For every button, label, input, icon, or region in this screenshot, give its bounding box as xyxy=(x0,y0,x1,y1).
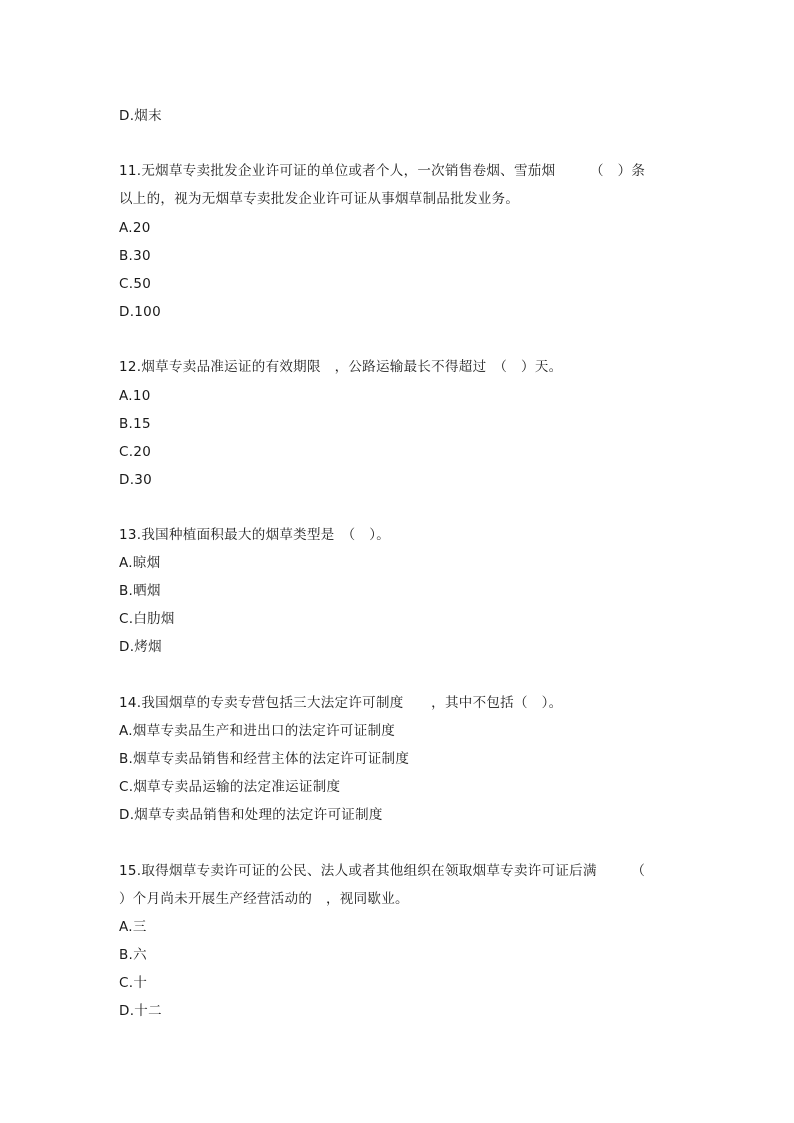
option-b-q14: B.烟草专卖品销售和经营主体的法定许可证制度 xyxy=(119,751,410,767)
option-a-q14: A.烟草专卖品生产和进出口的法定许可证制度 xyxy=(119,723,396,739)
option-a-q15: A.三 xyxy=(119,919,147,935)
option-d-q10: D.烟末 xyxy=(119,108,162,124)
option-d-q15: D.十二 xyxy=(119,1003,162,1019)
option-c-q11: C.50 xyxy=(119,276,152,292)
option-c-q14: C.烟草专卖品运输的法定准运证制度 xyxy=(119,779,341,795)
question-14: 14.我国烟草的专卖专营包括三大法定许可制度 ，其中不包括（ ）。 xyxy=(119,695,563,711)
question-11-line-2: 以上的，视为无烟草专卖批发企业许可证从事烟草制品批发业务。 xyxy=(119,191,520,207)
option-b-q12: B.15 xyxy=(119,416,151,432)
option-c-q15: C.十 xyxy=(119,975,148,991)
question-11-line-1: 11.无烟草专卖批发企业许可证的单位或者个人，一次销售卷烟、雪茄烟 （ ）条 xyxy=(119,163,646,179)
option-b-q11: B.30 xyxy=(119,248,151,264)
option-a-q13: A.晾烟 xyxy=(119,555,161,571)
option-d-q13: D.烤烟 xyxy=(119,639,162,655)
option-c-q13: C.白肋烟 xyxy=(119,611,175,627)
option-c-q12: C.20 xyxy=(119,444,152,460)
option-a-q12: A.10 xyxy=(119,388,151,404)
question-15-line-1: 15.取得烟草专卖许可证的公民、法人或者其他组织在领取烟草专卖许可证后满 （ xyxy=(119,863,646,879)
question-12: 12.烟草专卖品准运证的有效期限 ，公路运输最长不得超过 （ ）天。 xyxy=(119,359,563,375)
option-d-q14: D.烟草专卖品销售和处理的法定许可证制度 xyxy=(119,807,383,823)
option-b-q13: B.晒烟 xyxy=(119,583,161,599)
option-a-q11: A.20 xyxy=(119,220,151,236)
option-b-q15: B.六 xyxy=(119,947,147,963)
option-d-q12: D.30 xyxy=(119,472,153,488)
question-15-line-2: ）个月尚未开展生产经营活动的 ，视同歇业。 xyxy=(119,891,409,907)
question-13: 13.我国种植面积最大的烟草类型是 （ ）。 xyxy=(119,527,391,543)
option-d-q11: D.100 xyxy=(119,304,161,320)
